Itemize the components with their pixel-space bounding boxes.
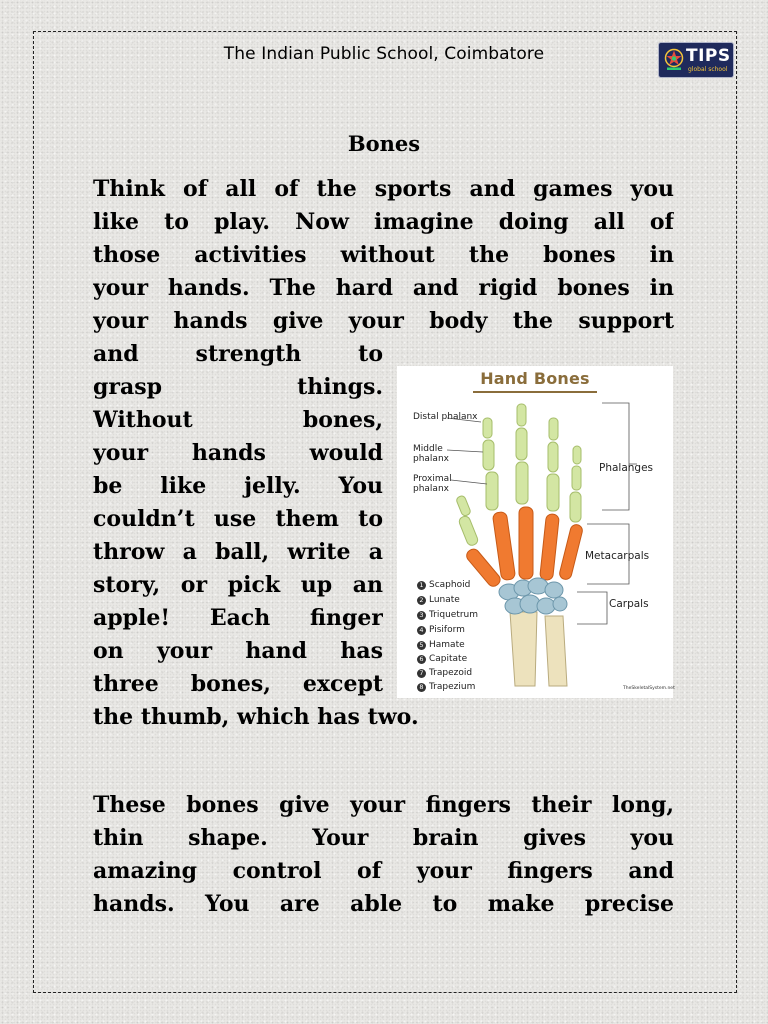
- figure-title-underline: [473, 391, 597, 393]
- paragraph-line: thin shape. Your brain gives you: [93, 825, 674, 851]
- paragraph-line: hands. You are able to make precise: [93, 891, 674, 917]
- carpal-list-item: 3 Triquetrum: [417, 610, 478, 620]
- paragraph-line: Think of all of the sports and games you: [93, 176, 674, 202]
- paragraph-line: grasp things.: [93, 374, 383, 400]
- carpal-list-item: 8 Trapezium: [417, 682, 475, 692]
- paragraph-line: those activities without the bones in: [93, 242, 674, 268]
- star-icon: [663, 48, 685, 72]
- carpal-list-item: 4 Pisiform: [417, 625, 465, 635]
- paragraph-line: three bones, except: [93, 671, 383, 697]
- logo-subtext: global school: [688, 66, 728, 73]
- metacarpals-label: Metacarpals: [585, 550, 650, 562]
- phalanges-label: Phalanges: [599, 462, 654, 474]
- school-name: The Indian Public School, Coimbatore: [223, 44, 545, 64]
- paragraph-line: apple! Each finger: [93, 605, 383, 631]
- carpals-label: Carpals: [609, 598, 649, 610]
- carpal-list-item: 1 Scaphoid: [417, 580, 470, 590]
- distal-phalanx-label: Distal phalanx: [413, 412, 478, 422]
- carpal-list-item: 5 Hamate: [417, 640, 465, 650]
- paragraph-line: your hands would: [93, 440, 383, 466]
- carpal-list-item: 6 Capitate: [417, 654, 467, 664]
- paragraph-line: and strength to: [93, 341, 383, 367]
- hand-bones-figure: [397, 366, 673, 698]
- paragraph-line: on your hand has: [93, 638, 383, 664]
- middle-phalanx-label: Middle phalanx: [413, 444, 449, 464]
- proximal-phalanx-label: Proximal phalanx: [413, 474, 452, 494]
- paragraph-line: your hands. The hard and rigid bones in: [93, 275, 674, 301]
- paragraph-line: These bones give your fingers their long,: [93, 792, 674, 818]
- logo-wordmark: TIPS: [686, 46, 731, 66]
- paragraph-line: story, or pick up an: [93, 572, 383, 598]
- paragraph-line: couldn’t use them to: [93, 506, 383, 532]
- paragraph-line: the thumb, which has two.: [93, 704, 419, 730]
- school-logo: [658, 42, 734, 78]
- paragraph-line: be like jelly. You: [93, 473, 383, 499]
- carpal-list-item: 7 Trapezoid: [417, 668, 472, 678]
- paragraph-line: like to play. Now imagine doing all of: [93, 209, 674, 235]
- carpal-list-item: 2 Lunate: [417, 595, 460, 605]
- paragraph-line: throw a ball, write a: [93, 539, 383, 565]
- paragraph-line: your hands give your body the support: [93, 308, 674, 334]
- paragraph-line: amazing control of your fingers and: [93, 858, 674, 884]
- paragraph-line: Without bones,: [93, 407, 383, 433]
- figure-credit: TheSkeletalSystem.net: [623, 686, 675, 691]
- page-heading: Bones: [347, 131, 421, 156]
- figure-title: Hand Bones: [480, 369, 590, 388]
